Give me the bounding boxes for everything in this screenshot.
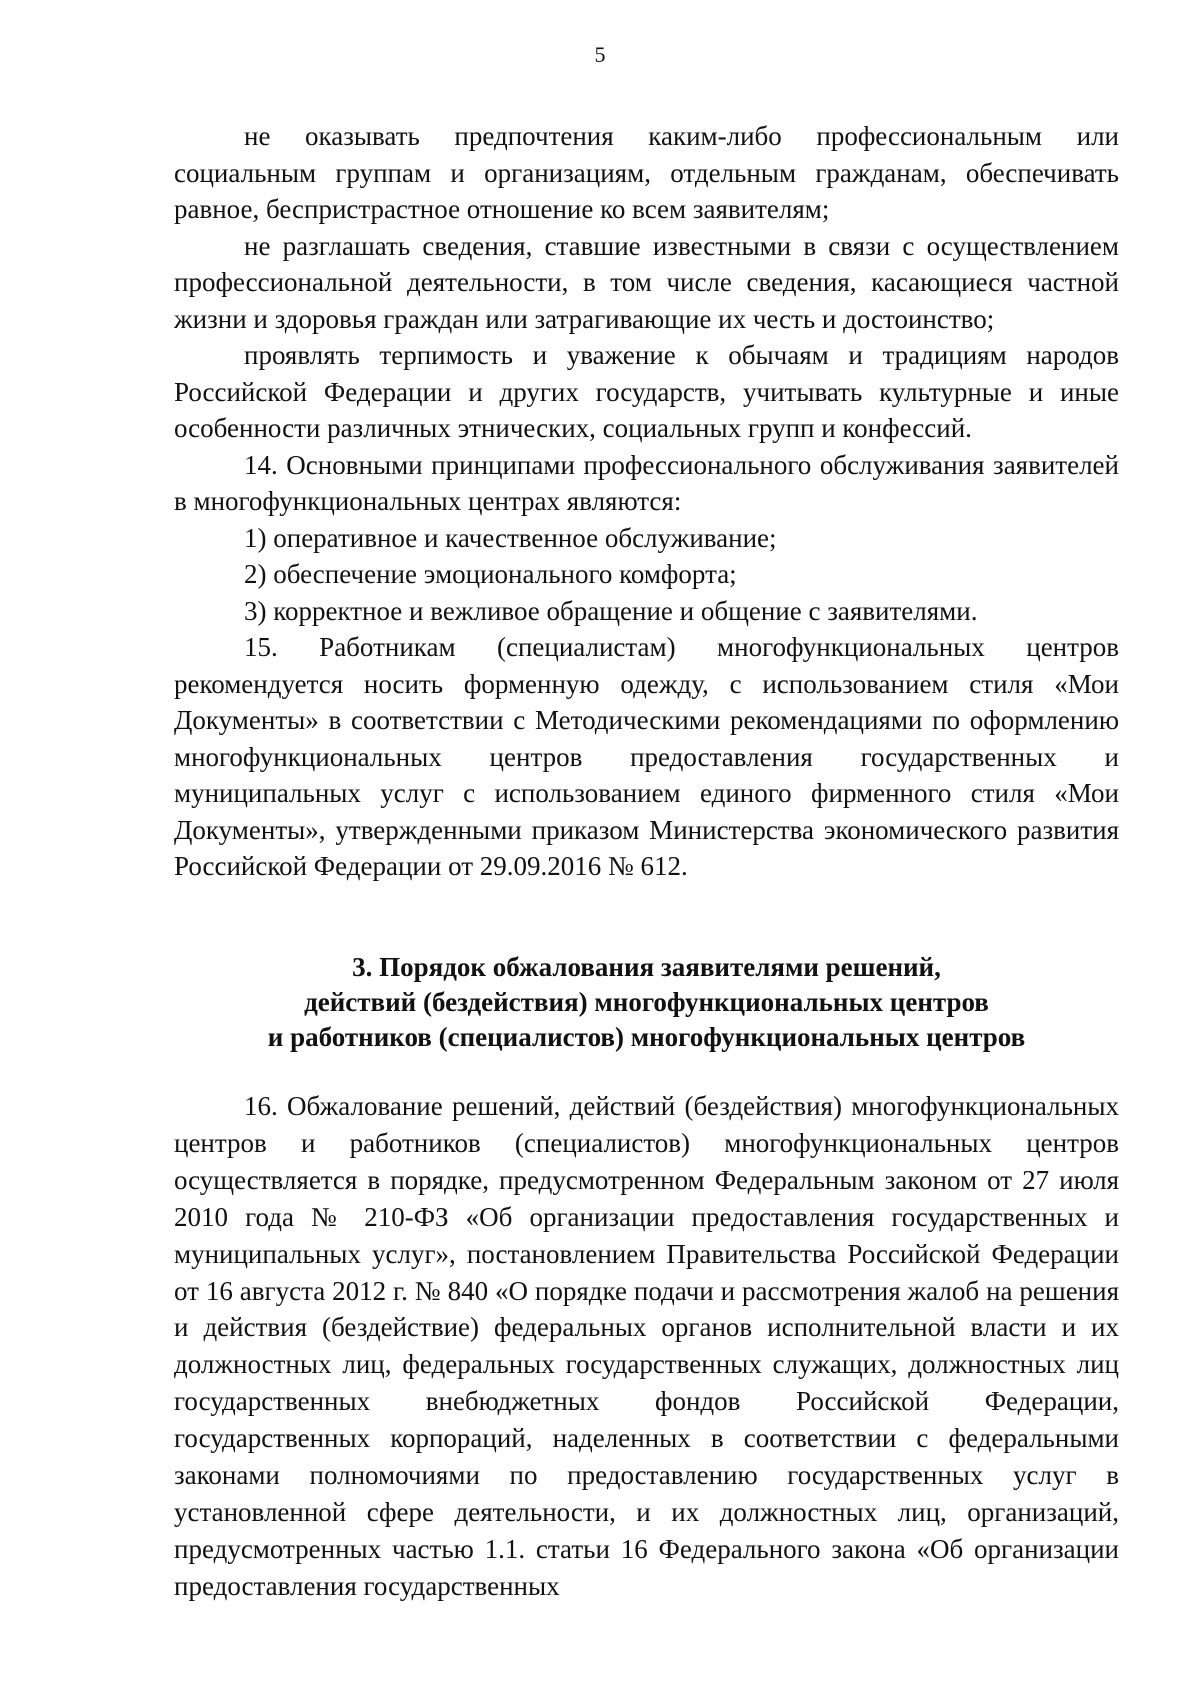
section-heading-line-1: 3. Порядок обжалования заявителями решений,: [352, 952, 941, 982]
paragraph-item-16: 16. Обжалование решений, действий (бездействия) многофункциональных центров и работников (специалистов) многофункциональных центров осуществляется в порядке, предусмотренном Федеральным законом от 27 июля 2010 года № 210-ФЗ «Об организации предоставления государственных и муниципальных услуг», постановлением Правительства Российской Федерации от 16 августа 2012 г. № 840 «О порядке подачи и рассмотрения жалоб на решения и действия (бездействие) федеральных органов исполнительной власти и их должностных лиц, федеральных государственных служащих, должностных лиц государственных внебюджетных фондов Российской Федерации, государственных корпораций, наделенных в соответствии с федеральными законами полномочиями по предоставлению государственных услуг в установленной сфере деятельности, и их должностных лиц, организаций, предусмотренных частью 1.1. статьи 16 Федерального закона «Об организации предоставления государственных: [174, 1091, 1119, 1601]
paragraph-item-14: 14. Основными принципами профессионального обслуживания заявителей в многофункциональных центрах являются:: [174, 449, 1119, 516]
list-item-3: 3) корректное и вежливое обращение и общение с заявителями.: [244, 595, 978, 626]
paragraph-tolerance: проявлять терпимость и уважение к обычаям и традициям народов Российской Федерации и других государств, учитывать культурные и иные особенности различных этнических, социальных групп и конфессий.: [174, 340, 1119, 443]
paragraph-impartiality: не оказывать предпочтения каким-либо профессиональным или социальным группам и организациям, отдельным гражданам, обеспечивать равное, беспристрастное отношение ко всем заявителям;: [174, 121, 1119, 224]
section-heading-line-3: и работников (специалистов) многофункциональных центров: [267, 1022, 1026, 1052]
section-heading-line-2: действий (бездействия) многофункциональных центров: [304, 987, 989, 1017]
body-text-top: [174, 118, 1119, 885]
list-item-2: 2) обеспечение эмоционального комфорта;: [244, 559, 737, 589]
paragraph-item-15: 15. Работникам (специалистам) многофункциональных центров рекомендуется носить форменную одежду, с использованием стиля «Мои Документы» в соответствии с Методическими рекомендациями по оформлению многофункциональных центров предоставления государственных и муниципальных услуг с использованием единого фирменного стиля «Мои Документы», утвержденными приказом Министерства экономического развития Российской Федерации от 29.09.2016 № 612.: [174, 632, 1119, 881]
list-item-1: 1) оперативное и качественное обслуживание;: [244, 522, 777, 553]
body-text-bottom: [174, 1088, 1119, 1605]
section-heading: [174, 950, 1119, 1055]
page-number: 5: [594, 42, 606, 67]
paragraph-confidentiality: не разглашать сведения, ставшие известными в связи с осуществлением профессиональной деятельности, в том числе сведения, касающиеся частной жизни и здоровья граждан или затрагивающие их честь и достоинство;: [174, 230, 1119, 334]
